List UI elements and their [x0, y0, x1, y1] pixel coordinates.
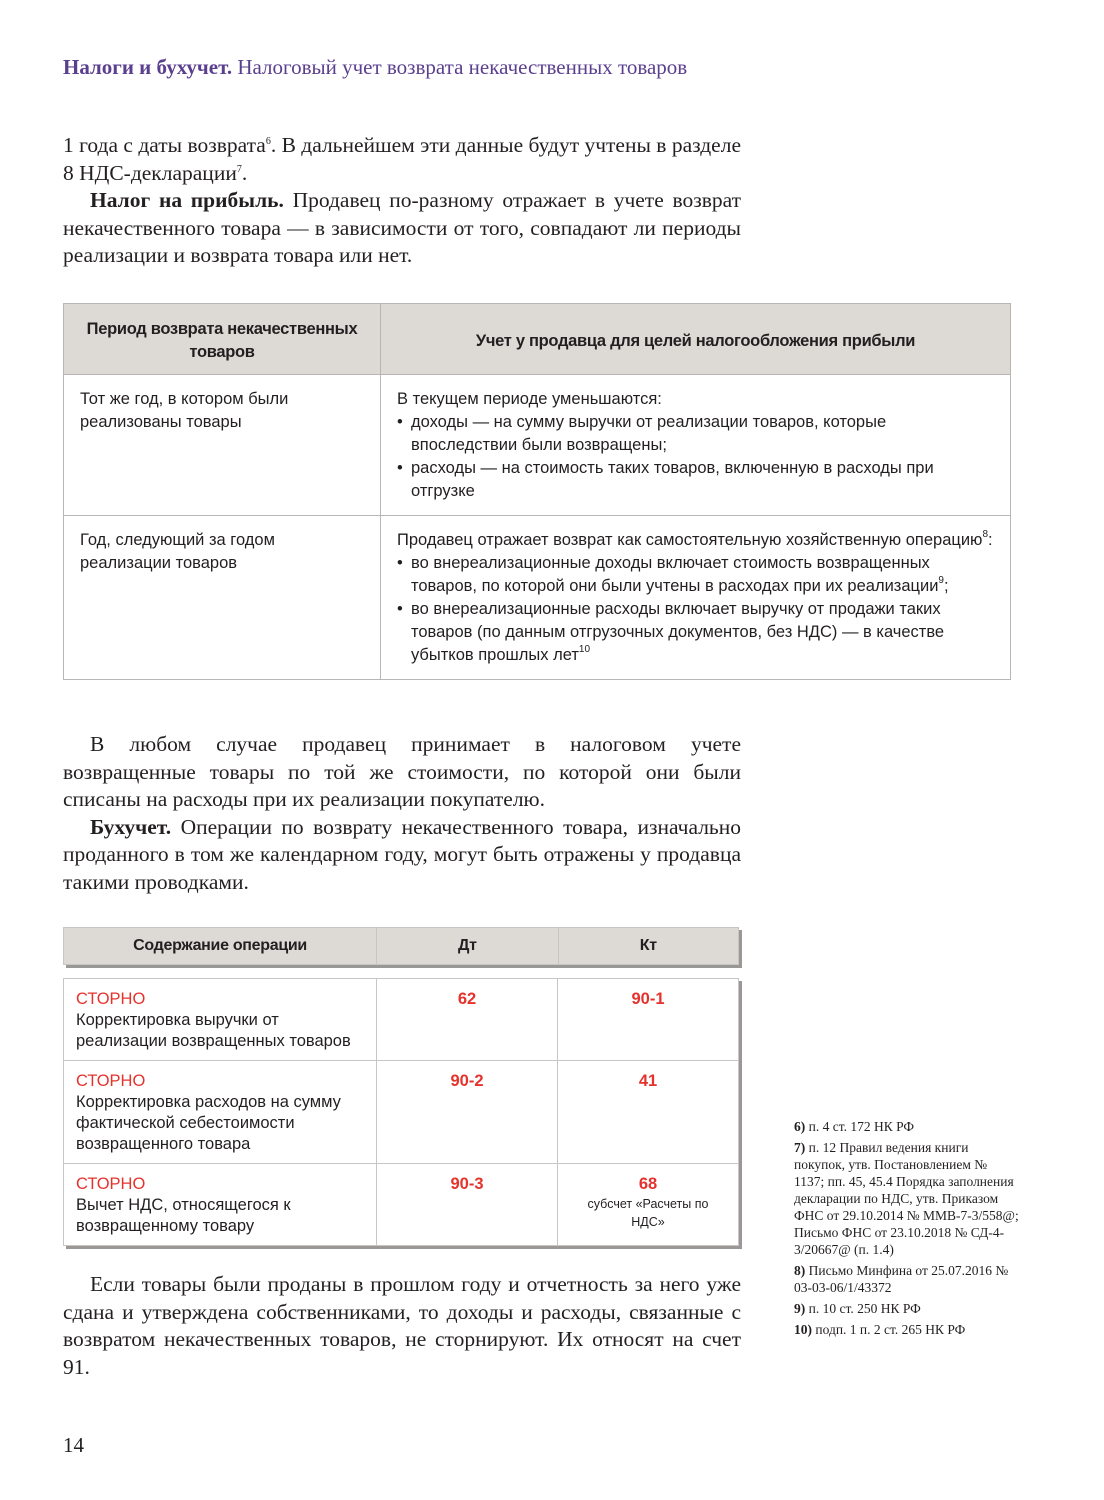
storno-label: СТОРНО: [76, 990, 146, 1008]
storno-label: СТОРНО: [76, 1072, 146, 1090]
text-span: во внереализационные доходы включает стоимость возвращенных товаров, по которой они были учтены в расходах при их реализации: [411, 554, 939, 595]
running-head-section: Налоги и бухучет.: [63, 55, 233, 79]
footnote-number: 6): [794, 1119, 806, 1134]
text-span: Операции по возврату некачественного товара, изначально проданного в том же календарном году, могут быть отражены у продавца такими проводками.: [63, 814, 741, 894]
list-item: [397, 552, 994, 598]
footnote-number: 10): [794, 1322, 812, 1337]
footnote-ref[interactable]: 10: [578, 644, 591, 655]
table-row: [64, 979, 738, 1061]
entries-table: [63, 978, 739, 1246]
middle-paragraph-1: В любом случае продавец принимает в налоговом учете возвращенные товары по той же стоимости, по которой они были списаны на расходы при их реализации покупателю.: [63, 732, 741, 811]
column-header-accounting: Учет у продавца для целей налогообложения прибыли: [381, 304, 1011, 375]
table-header-row: [64, 304, 1011, 375]
period-cell: Год, следующий за годом реализации товаров: [64, 516, 381, 680]
section-heading-accounting: Бухучет.: [90, 814, 172, 839]
page-number: 14: [63, 1433, 84, 1457]
footnote: [794, 1262, 1019, 1296]
footnote: [794, 1118, 1019, 1135]
column-header-period: Период возврата некачественных товаров: [64, 304, 381, 375]
running-head-title: Налоговый учет возврата некачественных товаров: [237, 55, 688, 79]
bullet-list: [397, 411, 994, 503]
text-span: :: [988, 531, 993, 549]
footnote-ref[interactable]: 6: [265, 136, 271, 147]
footnote-ref[interactable]: 7: [236, 163, 242, 175]
footnote-number: 8): [794, 1263, 806, 1278]
cell-lead: В текущем периоде уменьшаются:: [397, 390, 662, 408]
operation-description: Корректировка выручки от реализации возвращенных товаров: [76, 1011, 351, 1050]
closing-paragraph: Если товары были проданы в прошлом году и отчетность за него уже сдана и утверждена собственниками, то доходы и расходы, связанные с возвратом некачественных товаров, не сторнируют. Их относят на счет 91.: [63, 1272, 741, 1379]
credit-account: 68: [638, 1175, 658, 1193]
footnote: [794, 1139, 1019, 1258]
footnote-text: Письмо Минфина от 25.07.2016 № 03-03-06/1/43372: [794, 1263, 1009, 1295]
running-head: [63, 55, 687, 80]
bullet-list: [397, 552, 994, 667]
footnotes: [794, 1118, 1019, 1342]
accounting-cell: [381, 516, 1011, 680]
entries-table-header: [63, 927, 739, 965]
debit-cell: 90-2: [377, 1061, 558, 1163]
footnote-ref[interactable]: 8: [982, 529, 988, 540]
text-span: во внереализационные расходы включает выручку от продажи таких товаров (по данным отгрузочных документов, без НДС) — в качестве убытков прошлых лет: [411, 600, 945, 664]
table-row: [64, 375, 1011, 516]
footnote-number: 7): [794, 1140, 806, 1155]
column-header-operation: Содержание операции: [64, 928, 377, 964]
accounting-cell: [381, 375, 1011, 516]
column-header-credit: Кт: [639, 937, 657, 954]
middle-text: [63, 731, 741, 896]
column-header-debit: Дт: [377, 928, 558, 964]
text-span: Продавец по-разному отражает в учете возврат некачественного товара — в зависимости от того, совпадают ли периоды реализации и возврата товара или нет.: [63, 188, 741, 267]
text-span: ;: [943, 577, 949, 595]
footnote-text: п. 12 Правил ведения книги покупок, утв. Постановлением № 1137; пп. 45, 45.4 Порядка заполнения декларации по НДС, утв. Приказом ФНС от 29.10.2014 № ММВ-7-3/558@; Письмо ФНС от 23.10.2018 № СД-4-3/20667@ (п. 1.4): [794, 1140, 1019, 1257]
operation-cell: [64, 1164, 377, 1245]
period-cell: Тот же год, в котором были реализованы товары: [64, 375, 381, 516]
operation-cell: [64, 1061, 377, 1163]
intro-paragraph-1: [63, 132, 741, 187]
intro-paragraph-2: [63, 187, 741, 270]
operation-cell: [64, 979, 377, 1060]
intro-text: [63, 132, 741, 270]
footnote-text: п. 10 ст. 250 НК РФ: [805, 1301, 921, 1316]
footnote: [794, 1300, 1019, 1317]
text-span: .: [241, 160, 248, 185]
cell-lead: [397, 529, 994, 552]
text-span: . В дальнейшем эти данные будут учтены в разделе 8 НДС-декларации: [63, 133, 741, 185]
debit-cell: 90-3: [377, 1164, 558, 1245]
middle-paragraph-2: [63, 814, 741, 897]
footnote-text: п. 4 ст. 172 НК РФ: [805, 1119, 915, 1134]
credit-cell: 41: [638, 1072, 658, 1090]
text-span: Продавец отражает возврат как самостоятельную хозяйственную операцию: [397, 531, 983, 549]
table-row: [64, 1061, 738, 1164]
debit-cell: 62: [377, 979, 558, 1060]
credit-cell: 90-1: [631, 990, 665, 1008]
operation-description: Корректировка расходов на сумму фактической себестоимости возвращенного товара: [76, 1093, 341, 1153]
footnote-ref[interactable]: 9: [938, 575, 944, 586]
storno-label: СТОРНО: [76, 1175, 146, 1193]
credit-subaccount-note: субсчет «Расчеты по НДС»: [587, 1197, 709, 1229]
profit-tax-table: [63, 303, 1011, 680]
credit-cell: [558, 1164, 738, 1245]
list-item: • доходы — на сумму выручки от реализации товаров, которые впоследствии были возвращены;: [397, 411, 994, 457]
list-item: [397, 598, 994, 667]
closing-text: [63, 1271, 741, 1381]
text-span: 1 года с даты возврата: [63, 133, 266, 157]
operation-description: Вычет НДС, относящегося к возвращенному товару: [76, 1196, 291, 1235]
footnote: [794, 1321, 1019, 1338]
section-heading-profit-tax: Налог на прибыль.: [90, 188, 284, 212]
list-item: • расходы — на стоимость таких товаров, включенную в расходы при отгрузке: [397, 457, 994, 503]
footnote-number: 9): [794, 1301, 806, 1316]
table-row: [64, 516, 1011, 680]
footnote-text: подп. 1 п. 2 ст. 265 НК РФ: [812, 1322, 966, 1337]
table-row: [64, 1164, 738, 1245]
